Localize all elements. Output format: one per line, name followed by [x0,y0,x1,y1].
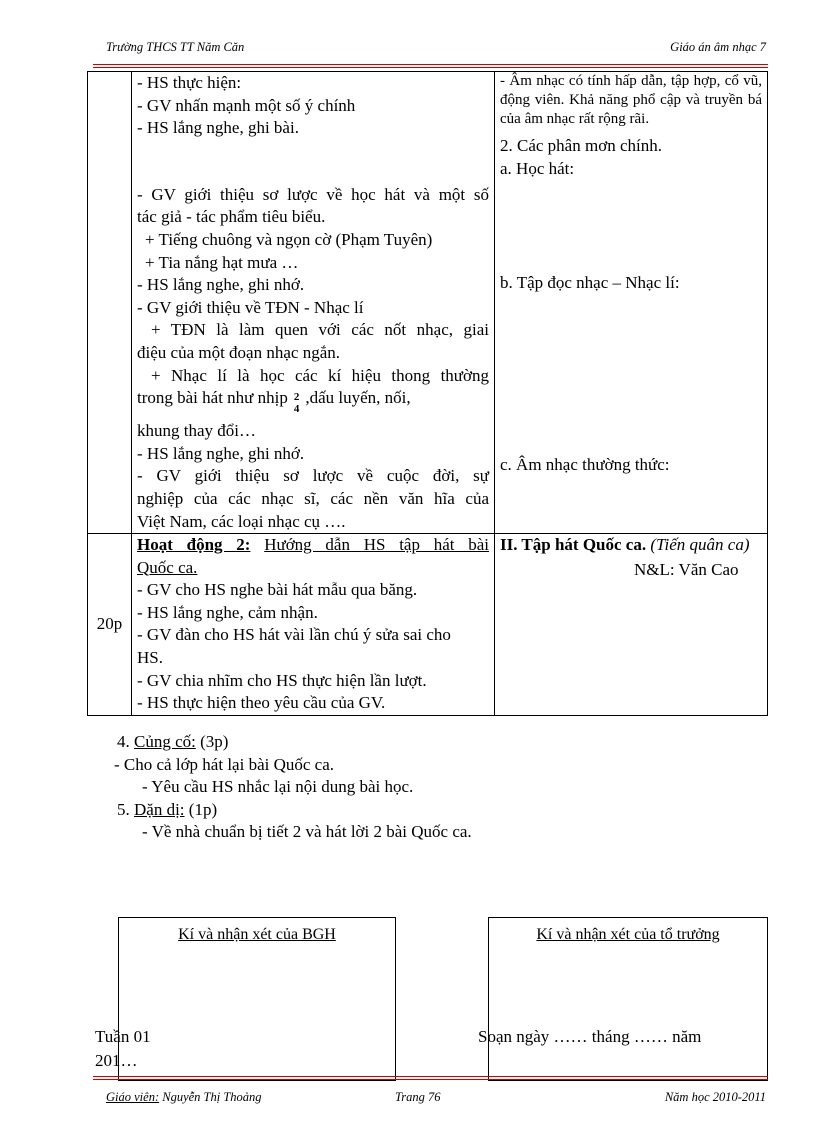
list-item: - Cho cả lớp hát lại bài Quốc ca. [114,754,334,774]
footer-rule [93,1076,768,1080]
sign-box-title: Kí và nhận xét của BGH [178,926,336,943]
week-label: Tuần 01 [95,1027,151,1046]
list-item: + Tia nắng hạt mưa … [145,252,299,272]
list-item: - GV giới thiệu sơ lược về cuộc đời, sự [137,466,489,486]
list-item: - Yêu cầu HS nhắc lại nội dung bài học. [142,777,414,796]
activity-heading-cont: Quốc ca. [137,557,198,577]
school-name: Trường THCS TT Năm Căn [106,40,245,54]
list-item: + Nhạc lí là học các kí hiệu thong thường [151,365,489,385]
table-row [88,534,768,716]
time-cell: 20p [88,534,132,716]
list-item: - GV cho HS nghe bài hát mẫu qua băng. [137,580,418,600]
list-item: - GV nhấn mạnh một số ý chính [137,95,356,115]
prepared-date: Soạn ngày …… tháng …… năm [478,1027,702,1046]
page-header [106,40,766,55]
section-heading: II. Tập hát Quốc ca. (Tiến quân ca) [500,535,750,555]
list-item: - HS lắng nghe, cảm nhận. [137,602,318,622]
list-item: điệu của một đoạn nhạc ngắn. [137,342,340,362]
list-item: tác giả - tác phẩm tiêu biểu. [137,207,326,227]
list-item: - GV giới thiệu sơ lược về học hát và một số [137,184,489,204]
lesson-table [87,71,768,716]
homework-heading: 5. Dặn dị: (1p) [117,799,218,819]
note-text: - Âm nhạc có tính hấp dẫn, tập hợp, cổ vũ, động viên. Khả năng phổ cập và truyền bá của âm nhạc rất rộng rãi. [500,73,762,127]
list-item: HS. [137,648,163,668]
list-item: + Tiếng chuông và ngọn cờ (Phạm Tuyên) [145,229,433,249]
activity-cell [132,534,495,716]
activity-cell [132,72,495,534]
list-item: khung thay đổi… [137,421,256,441]
bgh-sign-box [118,917,396,1081]
list-item: - GV chia nhĩm cho HS thực hiện lần lượt. [137,670,427,690]
list-item: - HS thực hiện: [137,73,242,92]
list-item: - Về nhà chuẩn bị tiết 2 và hát lời 2 bài Quốc ca. [142,822,472,841]
subsection-heading: a. Học hát: [500,158,575,178]
list-item: - HS lắng nghe, ghi nhớ. [137,443,305,463]
doc-title: Giáo án âm nhạc 7 [670,40,766,54]
list-item: - GV giới thiệu về TĐN - Nhạc lí [137,297,364,317]
song-author: N&L: Văn Cao [634,559,739,579]
sign-box-title: Kí và nhận xét của tổ trưởng [536,926,720,943]
page-footer [106,1090,766,1105]
header-rule [93,64,768,68]
year-label: 201… [95,1051,138,1070]
lesson-steps [114,731,472,844]
list-item: + TĐN là làm quen với các nốt nhạc, giai [151,320,489,340]
list-item: - HS lắng nghe, ghi bài. [137,118,299,138]
teacher: Giáo viên: Nguyễn Thị Thoảng [106,1090,262,1104]
time-signature: 2 4 [293,391,300,416]
content-cell [495,534,768,716]
content-cell [495,72,768,534]
list-item: - HS lắng nghe, ghi nhớ. [137,275,305,295]
list-item: - HS thực hiện theo yêu cầu của GV. [137,693,386,713]
subsection-heading: b. Tập đọc nhạc – Nhạc lí: [500,273,680,293]
school-year: Năm học 2010-2011 [664,1090,766,1104]
subsection-heading: c. Âm nhạc thường thức: [500,454,670,474]
list-item: - GV đàn cho HS hát vài lần chú ý sửa sai cho [137,625,451,645]
activity-heading: Hoạt động 2: Hướng dẫn HS tập hát bài [137,535,489,555]
table-row [88,72,768,534]
head-sign-box [488,917,768,1081]
time-cell [88,72,132,534]
section-heading: 2. Các phân mơn chính. [500,136,662,155]
consolidation-heading: 4. Củng cố: (3p) [117,732,229,751]
list-item: Việt Nam, các loại nhạc cụ …. [137,511,346,531]
list-item: nghiệp của các nhạc sĩ, các nền văn hĩa của [137,488,489,508]
list-item: trong bài hát như nhịp 2 4,dấu luyến, nối, [137,388,411,416]
page-number: Trang 76 [395,1090,441,1104]
